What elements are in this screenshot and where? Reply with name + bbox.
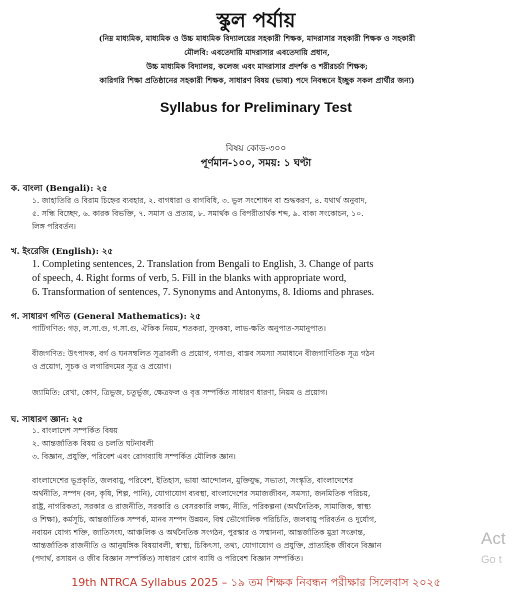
body-line: বীজগণিত: উৎপাদক, বর্গ ও ঘনসম্বলিত সূত্রাবলী ও প্রয়োগ, গসাগু, বাস্তব সমস্যা সমাধানে বীজগাণিতিক সূত্র গঠন [32, 349, 375, 358]
section-body-bangla [32, 194, 487, 233]
body-line: ও শিক্ষা), কর্মসূচি, আন্তর্জাতিক সম্পর্ক, মানব সম্পদ উন্নয়ন, বিশ্ব ভৌগোলিক পরিচিতি, জলবায়ু পরিবর্তন ও দুর্যোগ, [32, 515, 377, 524]
body-line: ১. জাহাতিরি ও বিরাম চিহ্নের ব্যবহার, ২. বাগধারা ও বাগবিধি, ৩. ভুল সংশোধন বা শুদ্ধকরণ, ৪. যথার্থ অনুবাদ, [32, 196, 367, 205]
section-heading-english: খ. ইংরেজি (English): ২৫ [11, 247, 113, 257]
body-line: (পদার্থ, রসায়ন ও জীব বিজ্ঞান সম্পর্কিত) সাধারণ রোগ ব্যাধি ও পরিবেশ বিজ্ঞান সম্পর্কিত। [32, 554, 304, 563]
math-arithmetic [32, 322, 487, 335]
body-line: ৫. সন্ধি বিচ্ছেদ, ৬. কারক বিভক্তি, ৭. সমাস ও প্রত্যয়, ৮. সমার্থক ও বিপরীতার্থক শব্দ, ৯. বাক্য সংকোচন, ১০. [32, 209, 364, 218]
body-line: নবায়ন যোগ্য শক্তি, জাতিসংঘ, আঞ্চলিক ও অর্থনৈতিক সংগঠন, পুরস্কার ও সম্মাননা, আন্তর্জাতিক মুদ্রা সংক্রান্ত, [32, 528, 366, 537]
intro-line: (নিম্ন মাধ্যমিক, মাধ্যমিক ও উচ্চ মাধ্যমিক বিদ্যালয়ের সহকারী শিক্ষক, মাদরাসার সহকারী শিক্ষক ও সহকারী [98, 34, 416, 43]
subject-code: বিষয় কোড-৩০০ [225, 144, 287, 154]
body-line: লিঙ্গ পরিবর্তন। [32, 222, 76, 231]
eligibility-note [32, 32, 482, 88]
body-line: 6. Transformation of sentences, 7. Synonyms and Antonyms, 8. Idioms and phrases. [32, 287, 375, 298]
section-heading-bangla: ক. বাংলা (Bengali): ২৫ [11, 184, 108, 194]
intro-line: কারিগরি শিক্ষা প্রতিষ্ঠানের সহকারী শিক্ষক, সাধারণ বিষয় (ভাষা) পদে নিবন্ধনে ইচ্ছুক সকল প্রার্থীর জন্য) [99, 76, 415, 85]
math-geometry [32, 386, 487, 399]
body-line: পাটিগণিত: গড়, ল.সা.গু, গ.সা.গু, ঐকিক নিয়ম, শতকরা, সুদকষা, লাভ-ক্ষতি অনুপাত-সমানুপাত। [32, 324, 326, 333]
section-heading-math: গ. সাধারণ গণিত (General Mathematics): ২৫ [11, 312, 201, 322]
math-algebra [32, 347, 487, 373]
activate-watermark-sub: Go t [481, 554, 502, 566]
body-line: আন্তর্জাতিক রাজনীতি ও আনুষঙ্গিক বিষয়াবলী, স্বাস্থ্য, চিকিৎসা, তথ্য, যোগাযোগ ও প্রযুক্তি, প্রাত্যহিক জীবনে বিজ্ঞান [32, 541, 382, 550]
body-line: অর্থনীতি, সম্পদ (বন, কৃষি, শিল্প, পানি), যোগাযোগ ব্যবস্থা, বাংলাদেশের সমাজজীবন, সমস্যা, জনমিতিক পরিচয়, [32, 489, 371, 498]
body-line: রাষ্ট্র, নাগরিকতা, সরকার ও রাজনীতি, সরকারি ও বেসরকারি লক্ষ্য, নীতি, পরিকল্পনা (অর্থনৈতিক, সামাজিক, স্বাস্থ্য [32, 502, 371, 511]
body-line: জ্যামিতি: রেখা, কোণ, ত্রিভুজ, চতুর্ভুজ, ক্ষেত্রফল ও বৃত্ত সম্পর্কিত সাধারণ ধারণা, নিয়ম ও প্রয়োগ। [32, 388, 328, 397]
syllabus-title: Syllabus for Preliminary Test [160, 99, 352, 115]
body-line: বাংলাদেশের ভূপ্রকৃতি, জলবায়ু, পরিবেশ, ইতিহাস, ভাষা আন্দোলন, মুক্তিযুদ্ধ, সভ্যতা, সংস্কৃতি, বাংলাদেশের [32, 476, 354, 485]
body-line: 1. Completing sentences, 2. Translation from Bengali to English, 3. Change of parts [32, 259, 374, 270]
list-item: ১. বাংলাদেশ সম্পর্কিত বিষয় [32, 426, 118, 435]
marks-time: পূর্ণমান-১০০, সময়: ১ ঘণ্টা [200, 158, 312, 169]
list-item: ৩. বিজ্ঞান, প্রযুক্তি, পরিবেশ এবং রোগব্যাধি সম্পর্কিত মৌলিক জ্ঞান। [32, 452, 236, 461]
gk-items [32, 424, 487, 463]
section-heading-gk: ঘ. সাধারণ জ্ঞান: ২৫ [11, 415, 84, 425]
intro-line: উচ্চ মাধ্যমিক বিদ্যালয়, কলেজ এবং মাদরাসার প্রদর্শক ও শরীরচর্চা শিক্ষক; [146, 62, 368, 71]
section-body-english [32, 258, 487, 300]
body-line: ও প্রয়োগ, সূচক ও লগারিদমের সূত্র ও প্রয়োগ। [32, 362, 172, 371]
body-line: of speech, 4. Right forms of verb, 5. Fill in the blanks with appropriate word, [32, 273, 347, 284]
image-caption: 19th NTRCA Syllabus 2025 – ১৯ তম শিক্ষক নিবন্ধন পরীক্ষার সিলেবাস ২০২৫ [71, 576, 441, 589]
intro-line: মৌলবি: এবতেদায়ি মাদরাসার এবতেদায়ি প্রধান, [184, 48, 330, 57]
gk-paragraph [32, 474, 487, 565]
activate-watermark: Act [481, 529, 506, 548]
list-item: ২. আন্তর্জাতিক বিষয় ও চলতি ঘটনাবলী [32, 439, 154, 448]
page-title: স্কুল পর্যায় [216, 8, 296, 32]
